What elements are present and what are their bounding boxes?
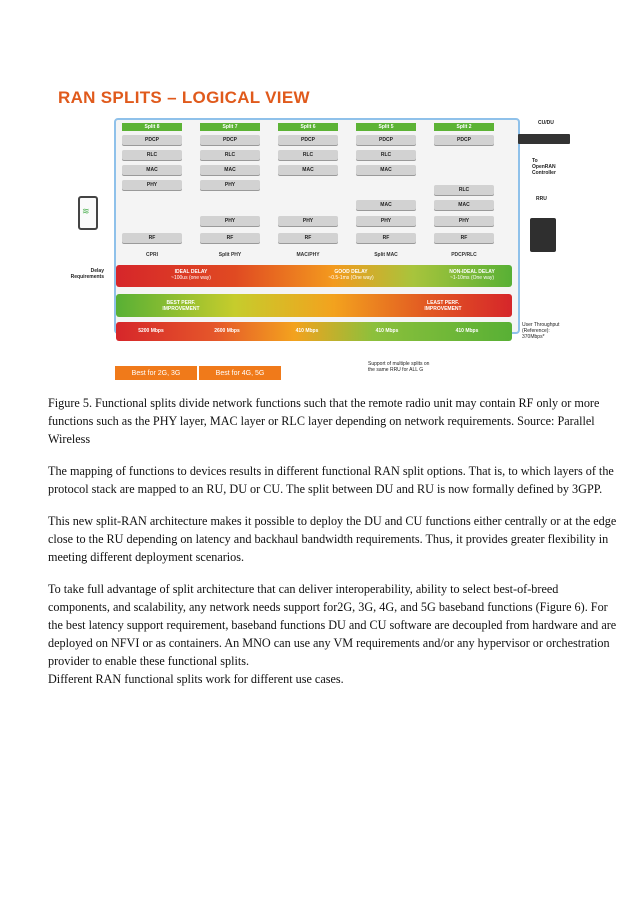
split-header-8: Split 8 [122,123,182,131]
paragraph-1: The mapping of functions to devices results in different functional RAN split options. That is, to which layers of the protocol stack are mapped to an RU, DU or CU. The split between DU and RU is now formally defined by 3GPP. [48,464,614,496]
stack-cell: PHY [200,180,260,190]
throughput-label: User Throughput (Reference): 370Mbps* [522,322,560,340]
throughput-value: 5200 Mbps [138,328,164,334]
stack-cell: RF [278,233,338,243]
perf-best-title: BEST PERF. [166,300,196,306]
stack-cell: PHY [122,180,182,190]
stack-cell: PDCP [278,135,338,145]
stack-cell: RLC [122,150,182,160]
delay-good-sub: ~0.5-1ms (One way) [328,275,374,281]
delay-good [316,269,386,281]
best-2g-3g-pill: Best for 2G, 3G [115,366,197,380]
stack-cell: PHY [278,216,338,226]
delay-ideal [156,269,226,281]
split-header-2: Split 2 [434,123,494,131]
stack-cell: PDCP [200,135,260,145]
throughput-value: 410 Mbps [455,328,479,334]
paragraph-2: This new split-RAN architecture makes it possible to deploy the DU and CU functions either centrally or at the edge close to the RU depending on latency and backhaul bandwidth requirements. Thus, it provides greater flexibility in meeting different deployment scenarios. [48,514,617,564]
perf-least-title: LEAST PERF. [427,300,459,306]
stack-cell: PDCP [122,135,182,145]
stack-cell: RLC [278,150,338,160]
stack-cell: PDCP [434,135,494,145]
stack-cell: PHY [356,216,416,226]
user-device-icon: ≋ [78,196,98,230]
stack-cell: RF [200,233,260,243]
interface-label: PDCP/RLC [451,252,477,258]
delay-nonideal-sub: ~1-10ms (One way) [449,275,495,281]
performance-band [116,294,512,317]
best-4g-5g-pill: Best for 4G, 5G [199,366,281,380]
stack-cell: RLC [356,150,416,160]
stack-cell: MAC [356,200,416,210]
support-note: Support of multiple splits on the same RRU for ALL G [368,361,430,373]
interface-label: Split MAC [374,252,398,258]
server-icon [518,134,570,144]
throughput-value: 410 Mbps [375,328,399,334]
figure-caption: Figure 5. Functional splits divide network functions such that the remote radio unit may contain RF only or more functions such as the PHY layer, MAC layer or RLC layer depending on network requirements. Source: Parallel Wireless [48,396,600,446]
stack-cell: RF [122,233,182,243]
stack-cell: MAC [278,165,338,175]
interface-label: MAC/PHY [296,252,320,258]
perf-best-sub: IMPROVEMENT [162,306,200,312]
perf-best [146,300,216,312]
delay-band [116,265,512,287]
ran-splits-figure [48,78,600,384]
delay-good-title: GOOD DELAY [334,269,368,275]
delay-ideal-sub: ~100us (one way) [171,275,211,281]
stack-cell: MAC [356,165,416,175]
paragraph-4: Different RAN functional splits work for different use cases. [48,672,344,686]
perf-least-sub: IMPROVEMENT [424,306,462,312]
stack-cell: PHY [434,216,494,226]
delay-requirements-label: Delay Requirements [70,268,104,280]
rru-icon [530,218,556,252]
throughput-band [116,322,512,341]
interface-label: CPRI [146,252,158,258]
throughput-value: 2600 Mbps [214,328,240,334]
stack-cell: RF [356,233,416,243]
stack-cell: MAC [434,200,494,210]
figure-title: RAN SPLITS – LOGICAL VIEW [58,88,310,107]
stack-cell: RLC [200,150,260,160]
split-header-5: Split 5 [356,123,416,131]
stack-cell: RF [434,233,494,243]
stack-cell: RLC [434,185,494,195]
stack-cell: PHY [200,216,260,226]
delay-ideal-title: IDEAL DELAY [174,269,208,275]
delay-nonideal-title: NON-IDEAL DELAY [449,269,495,275]
split-header-7: Split 7 [200,123,260,131]
stack-cell: MAC [200,165,260,175]
split-header-6: Split 6 [278,123,338,131]
stack-cell: PDCP [356,135,416,145]
paragraph-3: To take full advantage of split architecture that can deliver interoperability, ability to select best-of-breed components, and scalability, any network needs support for2G, 3G, 4G, and 5G baseband functions (Figure 6). For the best latency support requirement, baseband functions DU and CU software are decoupled from hardware and are deployed on NFVI or as containers. An MNO can use any VM requirements and/or any hypervisor or orchestration provider to enable these functional splits. [48,582,617,668]
rru-label: RRU [536,196,547,202]
cu-du-label: CU/DU [538,120,554,126]
throughput-value: 410 Mbps [295,328,319,334]
stack-cell: MAC [122,165,182,175]
body-text [48,394,618,702]
delay-nonideal [434,269,510,281]
interface-label: Split PHY [218,252,242,258]
controller-label: To OpenRAN Controller [532,158,556,176]
perf-least [408,300,478,312]
